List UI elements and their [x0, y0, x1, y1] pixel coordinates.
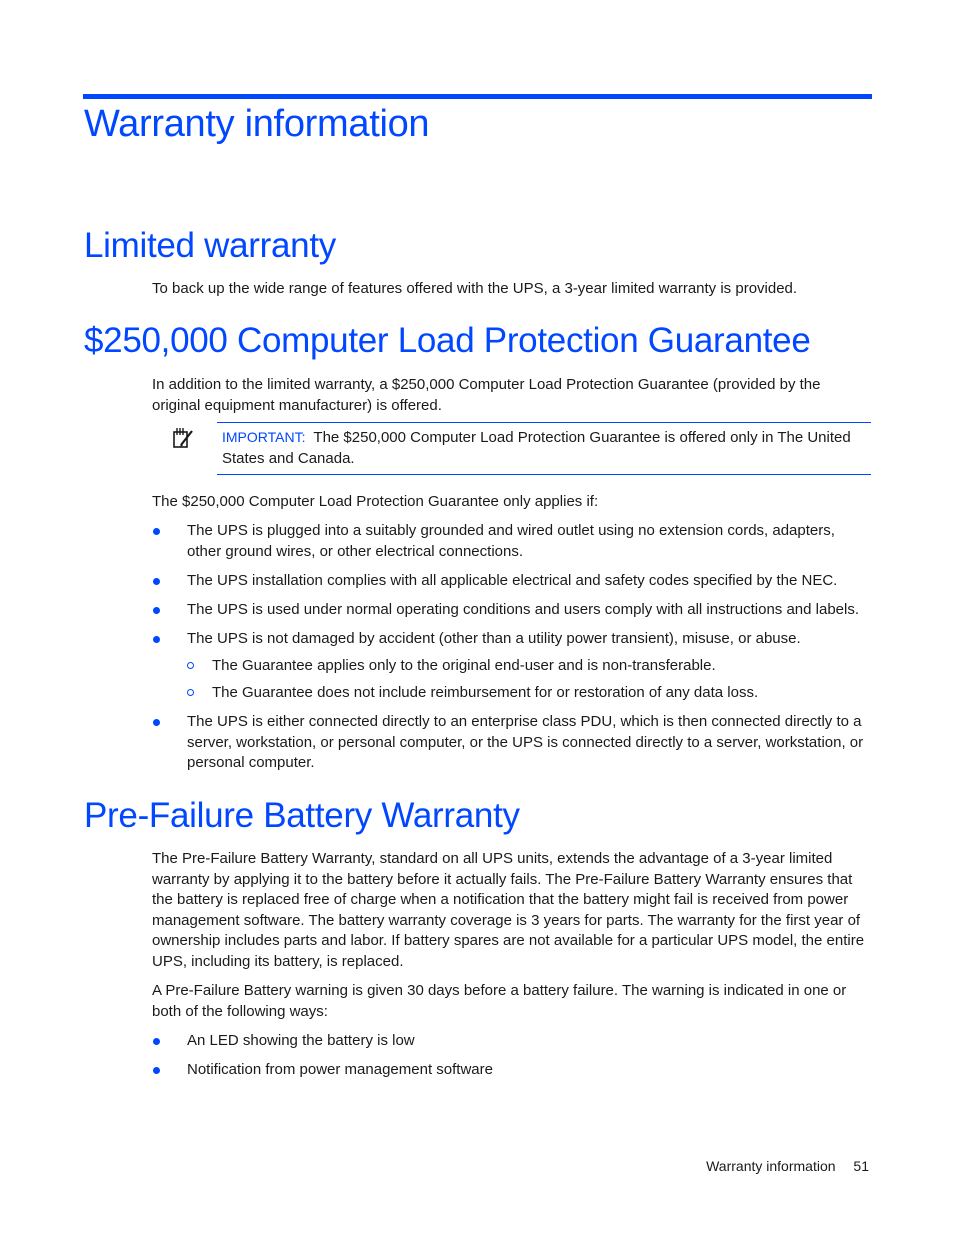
battery-warranty-heading: Pre-Failure Battery Warranty	[84, 796, 520, 835]
list-item-text: The UPS is either connected directly to an enterprise class PDU, which is then connected directly to a server, workstation, or personal computer, or the UPS is connected directly to a server, workstation, or personal computer.	[187, 713, 864, 771]
bullet-icon	[153, 636, 160, 643]
important-note	[217, 422, 871, 475]
important-message: The $250,000 Computer Load Protection Guarantee is offered only in The United States and Canada.	[222, 429, 851, 467]
footer-label: Warranty information	[706, 1158, 836, 1174]
bullet-icon	[153, 719, 160, 726]
battery-warranty-paragraph: The Pre-Failure Battery Warranty, standard on all UPS units, extends the advantage of a 3-year limited warranty by applying it to the battery before it actually fails. The Pre-Failure Battery Warranty ensures that the battery is replaced free of charge when a notification that the battery might fail is received from power management software. The battery warranty coverage is 3 years for parts. The warranty for the first year of ownership includes parts and labor. If battery spares are not available for a particular UPS model, the entire UPS, including its battery, is replaced.	[152, 850, 865, 970]
list-item-text: Notification from power management software	[187, 1061, 493, 1078]
bullet-icon	[153, 578, 160, 585]
guarantee-applies-if: The $250,000 Computer Load Protection Guarantee only applies if:	[152, 493, 599, 510]
sub-bullet-icon	[187, 662, 194, 669]
important-note-icon	[172, 427, 194, 449]
guarantee-heading: $250,000 Computer Load Protection Guarantee	[84, 321, 811, 360]
bullet-icon	[153, 607, 160, 614]
bullet-icon	[153, 1038, 160, 1045]
sub-list-item-text: The Guarantee does not include reimbursement for or restoration of any data loss.	[212, 684, 759, 701]
list-item-text: The UPS is not damaged by accident (other than a utility power transient), misuse, or abuse.	[187, 630, 801, 647]
important-note-text	[222, 427, 862, 469]
list-item-text: An LED showing the battery is low	[187, 1032, 415, 1049]
limited-warranty-heading: Limited warranty	[84, 226, 336, 265]
sub-bullet-icon	[187, 689, 194, 696]
battery-warning-paragraph: A Pre-Failure Battery warning is given 30 days before a battery failure. The warning is indicated in one or both of the following ways:	[152, 982, 847, 1020]
bullet-icon	[153, 528, 160, 535]
page-number: 51	[853, 1158, 869, 1174]
list-item-text: The UPS is plugged into a suitably grounded and wired outlet using no extension cords, adapters, other ground wires, or other electrical connections.	[187, 522, 835, 560]
top-rule	[83, 94, 872, 99]
page-footer	[706, 1158, 869, 1174]
sub-list-item-text: The Guarantee applies only to the original end-user and is non-transferable.	[212, 657, 716, 674]
guarantee-intro: In addition to the limited warranty, a $250,000 Computer Load Protection Guarantee (provided by the original equipment manufacturer) is offered.	[152, 376, 821, 414]
list-item-text: The UPS installation complies with all applicable electrical and safety codes specified by the NEC.	[187, 572, 838, 589]
bullet-icon	[153, 1067, 160, 1074]
important-label: IMPORTANT:	[222, 429, 306, 445]
list-item-text: The UPS is used under normal operating conditions and users comply with all instructions and labels.	[187, 601, 860, 618]
limited-warranty-paragraph: To back up the wide range of features offered with the UPS, a 3-year limited warranty is provided.	[152, 280, 798, 297]
page-title: Warranty information	[84, 103, 430, 145]
